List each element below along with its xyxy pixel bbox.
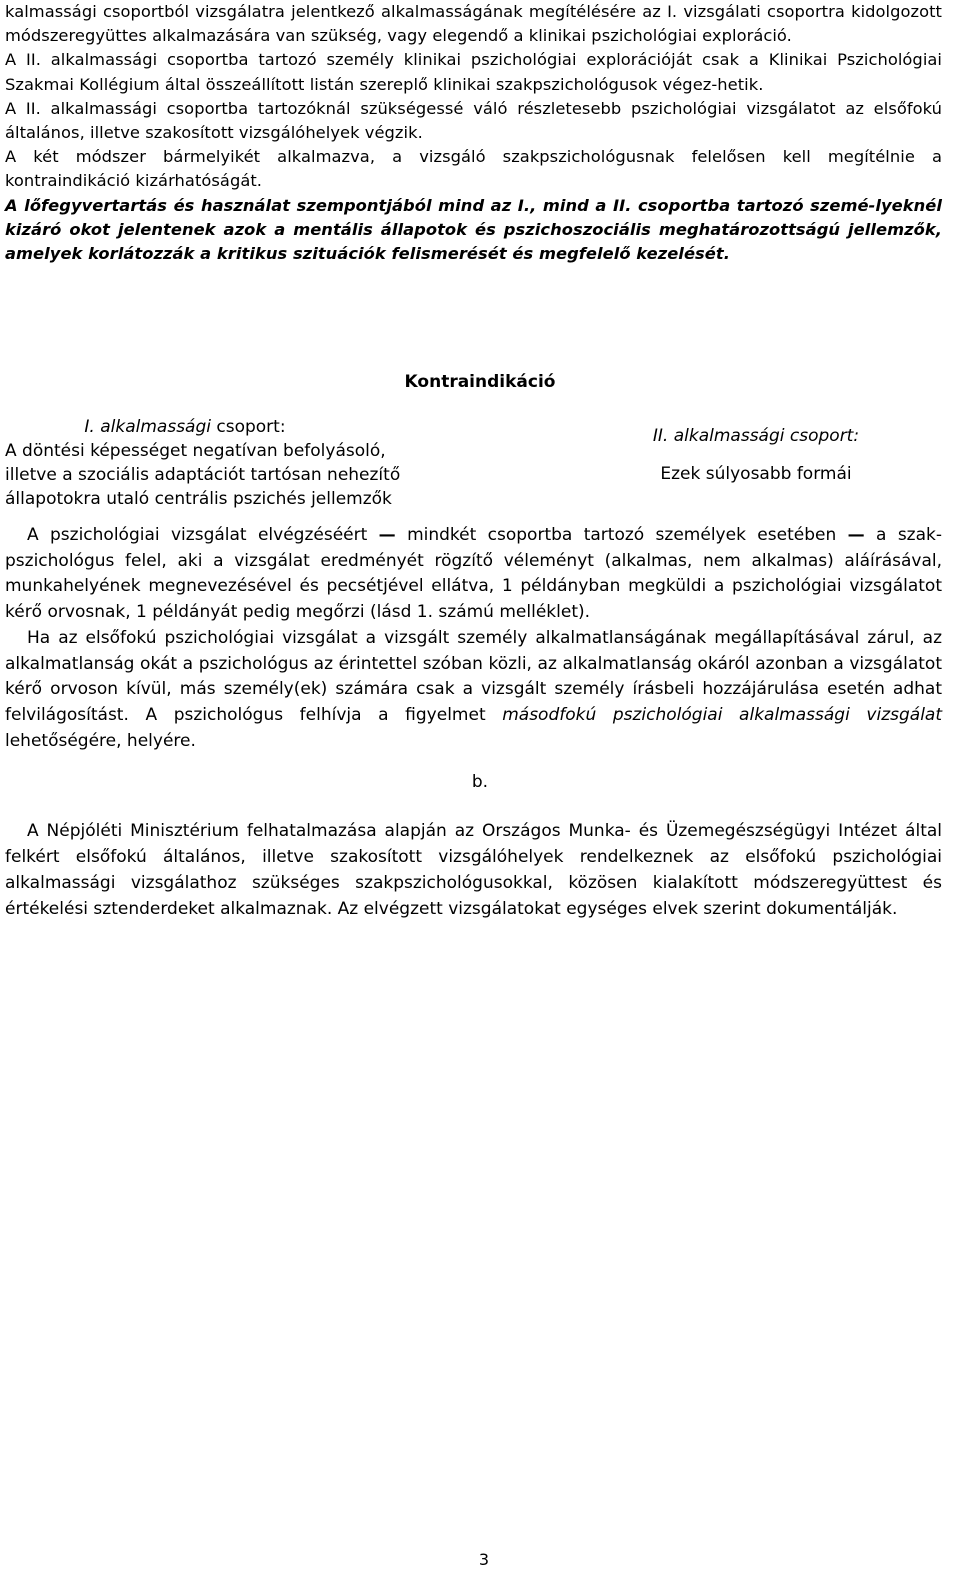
body-section — [5, 523, 942, 754]
section-marker: b. — [471, 772, 489, 792]
group-1-line-2: illetve a szociális adaptációt tartósan nehezítő — [5, 465, 401, 485]
page-number: 3 — [478, 1550, 490, 1569]
paragraph-4: A két módszer bármelyikét alkalmazva, a vizsgáló szakpszichológusnak felelősen kell megítélnie a kontraindikáció kizárhatóságát. — [5, 147, 942, 191]
body-p2-part-a: Ha az elsőfokú pszichológiai vizsgálat a vizsgált személy alkalmatlanságának megállapításával zárul, az alkalmatlanság okát a pszichológus az érintettel szóban közli, az alkalmatlanság okáról azonban a vizsgálatot kérő orvoson kívül, más személy(ek) számára csak a vizsgált személy írásbeli hozzájárulása esetén adhat felvilágosítást. A pszichológus felhívja a figyelmet — [5, 627, 942, 725]
intro-section — [5, 0, 942, 266]
paragraph-3: A II. alkalmassági csoportba tartozóknál szükségessé váló részletesebb pszichológiai vizsgálatot az elsőfokú általános, illetve szakosított vizsgálóhelyek végzik. — [5, 98, 942, 143]
group-1-word: alkalmassági — [100, 417, 211, 437]
group-2-description: Ezek súlyosabb formái — [660, 464, 852, 484]
body-section-2 — [5, 818, 942, 922]
body-p1-part-a: A pszichológiai vizsgálat elvégzéséért — [27, 525, 368, 545]
paragraph-1: kalmassági csoportból vizsgálatra jelentkező alkalmasságának megítélésére az I. vizsgálati csoportra kidolgozott módszeregyüttes alkalmazására van szükség, vagy elegendő a klinikai pszichológiai exploráció. — [5, 2, 942, 46]
paragraph-2: A II. alkalmassági csoportba tartozó személy klinikai pszichológiai explorációját csak a Klinikai Pszichológiai Szakmai Kollégium által összeállított listán szereplő klinikai szakpszichológusok végez-hetik. — [5, 50, 942, 94]
body-p1-part-c: a szak-pszichológus felel, aki a vizsgálat eredményét rögzítő véleményt (alkalmas, nem alkalmas) aláírásával, munkahelyének megnevezésével és pecsétjével ellátva, 1 példányban megküldi a pszichológiai vizsgálatot kérő orvosnak, 1 példányát pedig megőrzi (lásd 1. számú melléklet). — [5, 525, 942, 623]
body-p2-part-b: lehetőségére, helyére. — [5, 730, 196, 751]
body-paragraph-2 — [5, 626, 942, 755]
body-p1-part-b: mindkét csoportba tartozó személyek esetében — [407, 525, 837, 545]
group-1-line-3: állapotokra utaló centrális pszichés jellemzők — [5, 489, 392, 509]
contraindication-group-2 — [576, 424, 936, 486]
body-paragraph-1 — [5, 523, 942, 626]
contraindication-group-1 — [5, 415, 435, 511]
group-1-number: I. — [84, 417, 95, 437]
section-heading: Kontraindikáció — [404, 372, 556, 392]
group-2-heading: II. alkalmassági csoport: — [652, 426, 860, 446]
group-1-heading — [5, 415, 365, 439]
em-dash: — — [378, 525, 396, 545]
group-1-rest: csoport: — [216, 417, 286, 437]
group-1-line-1: A döntési képességet negatívan befolyásoló, — [5, 441, 386, 461]
body-p2-italic: másodfokú pszichológiai alkalmassági vizsgálat — [502, 704, 942, 725]
bold-italic-note: A lőfegyvertartás és használat szempontjából mind az I., mind a II. csoportba tartozó szemé-lyeknél kizáró okot jelentenek azok a mentális állapotok és pszichoszociális meghatározottságú jellemzők, amelyek korlátozzák a kritikus szituációk felismerését és megfelelő kezelését. — [5, 195, 942, 264]
body2-paragraph-1: A Népjóléti Minisztérium felhatalmazása alapján az Országos Munka- és Üzemegészségügyi Intézet által felkért elsőfokú általános, illetve szakosított vizsgálóhelyek rendelkeznek az elsőfokú pszichológiai alkalmassági vizsgálathoz szükséges szakpszichológusokkal, közösen kialakított módszeregyüttest és értékelési sztenderdeket alkalmaznak. Az elvégzett vizsgálatokat egységes elvek szerint dokumentálják. — [5, 821, 942, 919]
em-dash: — — [847, 525, 865, 545]
